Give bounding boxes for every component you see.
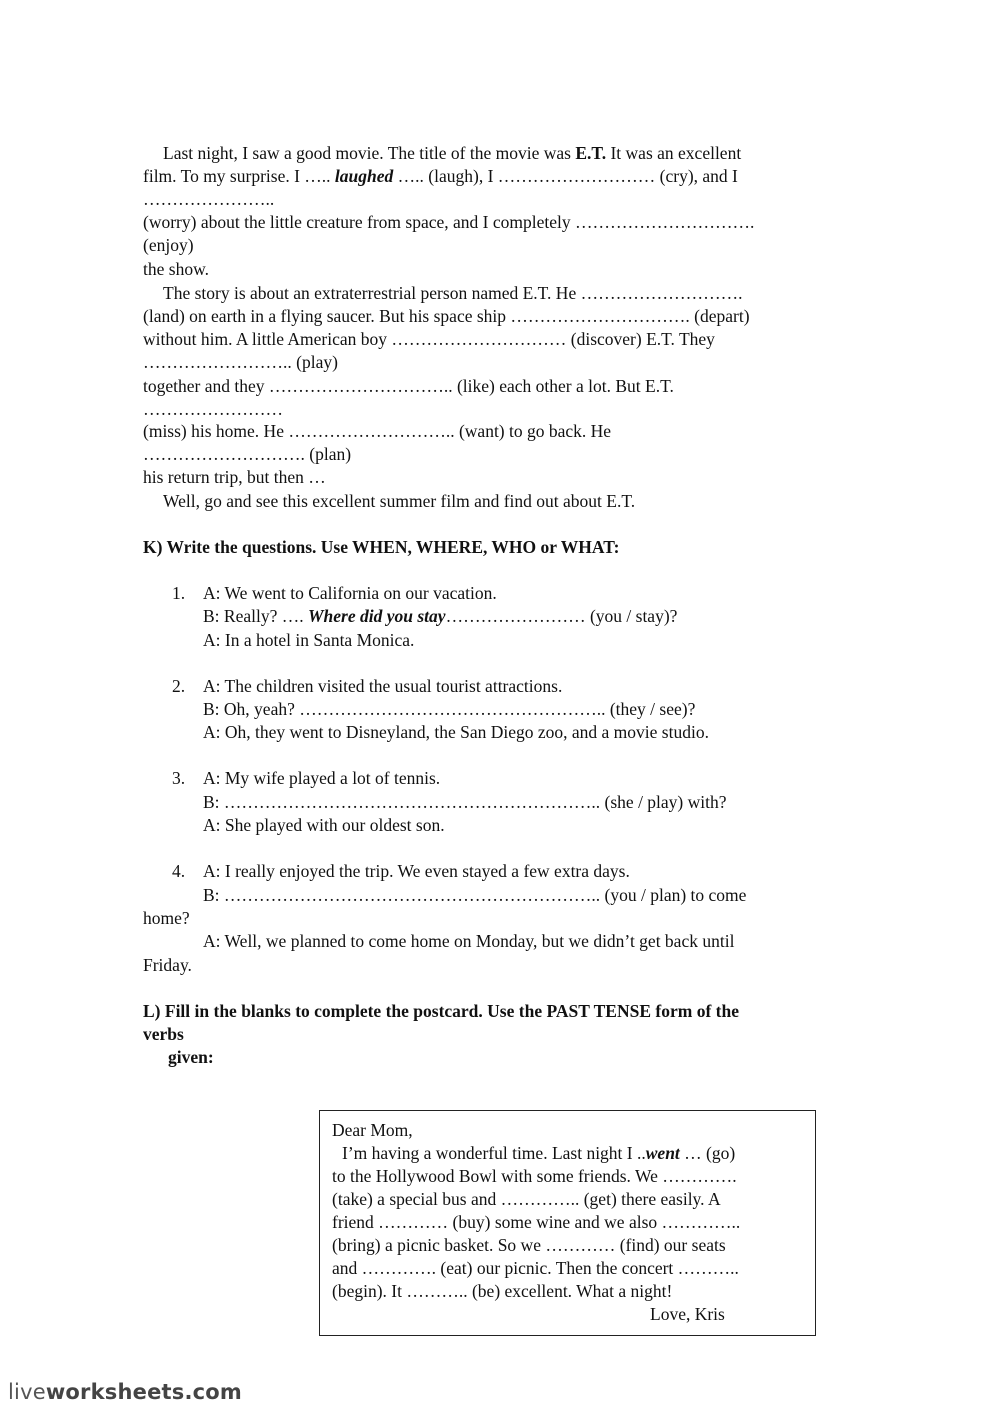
postcard-signature: Love, Kris — [650, 1304, 725, 1324]
q1-answer-example: Where did you stay — [307, 606, 446, 626]
postcard-answer-example: went — [645, 1143, 680, 1163]
question-number: 3. — [172, 768, 186, 788]
story-line-11: together and they ………………………….. (like) each other a lot. But E.T. — [143, 376, 674, 396]
postcard-greeting: Dear Mom, — [332, 1120, 413, 1140]
postcard-text: … (go) — [679, 1143, 736, 1163]
story-line-5: (enjoy) — [143, 235, 194, 255]
story-line-15: his return trip, but then … — [143, 467, 326, 487]
postcard-box — [319, 1110, 816, 1336]
story-line-6: the show. — [143, 259, 209, 279]
q3-line-b: B: ……………………………………………………….. (she / play) with? — [203, 792, 727, 812]
question-number: 2. — [172, 676, 186, 696]
story-line-13: (miss) his home. He ……………………….. (want) to go back. He — [143, 421, 612, 441]
q2-line-a2: A: Oh, they went to Disneyland, the San Diego zoo, and a movie studio. — [203, 722, 709, 742]
question-number: 1. — [172, 583, 186, 603]
q1-b-prefix: B: Really? …. — [203, 606, 308, 626]
postcard-line: and …………. (eat) our picnic. Then the concert ……….. — [332, 1258, 739, 1278]
q4-line-b: B: ……………………………………………………….. (you / plan) to come — [203, 885, 747, 905]
liveworksheets-logo — [8, 1380, 242, 1404]
section-l-heading-cont: given: — [168, 1047, 214, 1067]
postcard-line: to the Hollywood Bowl with some friends. We …………. — [332, 1166, 737, 1186]
logo-live: live — [8, 1380, 46, 1404]
story-line-9: without him. A little American boy ………………………… (discover) E.T. They — [143, 329, 715, 349]
question-number: 4. — [172, 861, 186, 881]
q2-line-b: B: Oh, yeah? …………………………………………….. (they / see)? — [203, 699, 696, 719]
story-line-2 — [143, 165, 738, 188]
q4-line-a2: A: Well, we planned to come home on Monday, but we didn’t get back until — [203, 931, 735, 951]
section-l-heading: L) Fill in the blanks to complete the postcard. Use the PAST TENSE form of the — [143, 1001, 739, 1021]
q3-line-a1: A: My wife played a lot of tennis. — [203, 768, 441, 788]
story-line-8: (land) on earth in a flying saucer. But his space ship …………………………. (depart) — [143, 306, 750, 326]
postcard-text: I’m having a wonderful time. Last night I .. — [342, 1143, 646, 1163]
story-line-14: ………………………. (plan) — [143, 444, 352, 464]
story-line-3: ………………….. — [143, 189, 275, 209]
section-k-heading: K) Write the questions. Use WHEN, WHERE, WHO or WHAT: — [143, 537, 620, 557]
movie-title: E.T. — [575, 143, 607, 163]
postcard-line: friend ………… (buy) some wine and we also ………….. — [332, 1212, 741, 1232]
answer-example: laughed — [334, 166, 394, 186]
logo-worksheets: worksheets.com — [45, 1380, 242, 1404]
q4-line-a1: A: I really enjoyed the trip. We even stayed a few extra days. — [203, 861, 630, 881]
story-text: It was an excellent — [606, 143, 742, 163]
q1-b-suffix: …………………… (you / stay)? — [445, 606, 678, 626]
story-text: Last night, I saw a good movie. The title of the movie was — [163, 143, 576, 163]
q3-line-a2: A: She played with our oldest son. — [203, 815, 445, 835]
story-line-12: …………………… — [143, 399, 283, 419]
story-line-10: …………………….. (play) — [143, 352, 338, 372]
postcard-line: (begin). It ……….. (be) excellent. What a night! — [332, 1281, 673, 1301]
q1-line-b — [203, 605, 677, 628]
story-line-4: (worry) about the little creature from space, and I completely …………………………. — [143, 212, 755, 232]
story-text: ….. (laugh), I ……………………… (cry), and I — [393, 166, 738, 186]
story-text: film. To my surprise. I ….. — [143, 166, 335, 186]
q1-line-a1: A: We went to California on our vacation. — [203, 583, 497, 603]
story-line-1 — [163, 142, 741, 165]
postcard-line — [342, 1142, 735, 1165]
story-line-7: The story is about an extraterrestrial person named E.T. He ………………………. — [163, 283, 743, 303]
story-line-16: Well, go and see this excellent summer film and find out about E.T. — [163, 491, 636, 511]
section-l-heading-cont: verbs — [143, 1024, 184, 1044]
q2-line-a1: A: The children visited the usual tourist attractions. — [203, 676, 563, 696]
postcard-line: (take) a special bus and ………….. (get) there easily. A — [332, 1189, 721, 1209]
q1-line-a2: A: In a hotel in Santa Monica. — [203, 630, 415, 650]
q4-line-b-cont: home? — [143, 908, 190, 928]
q4-line-a2-cont: Friday. — [143, 955, 192, 975]
postcard-line: (bring) a picnic basket. So we ………… (find) our seats — [332, 1235, 726, 1255]
